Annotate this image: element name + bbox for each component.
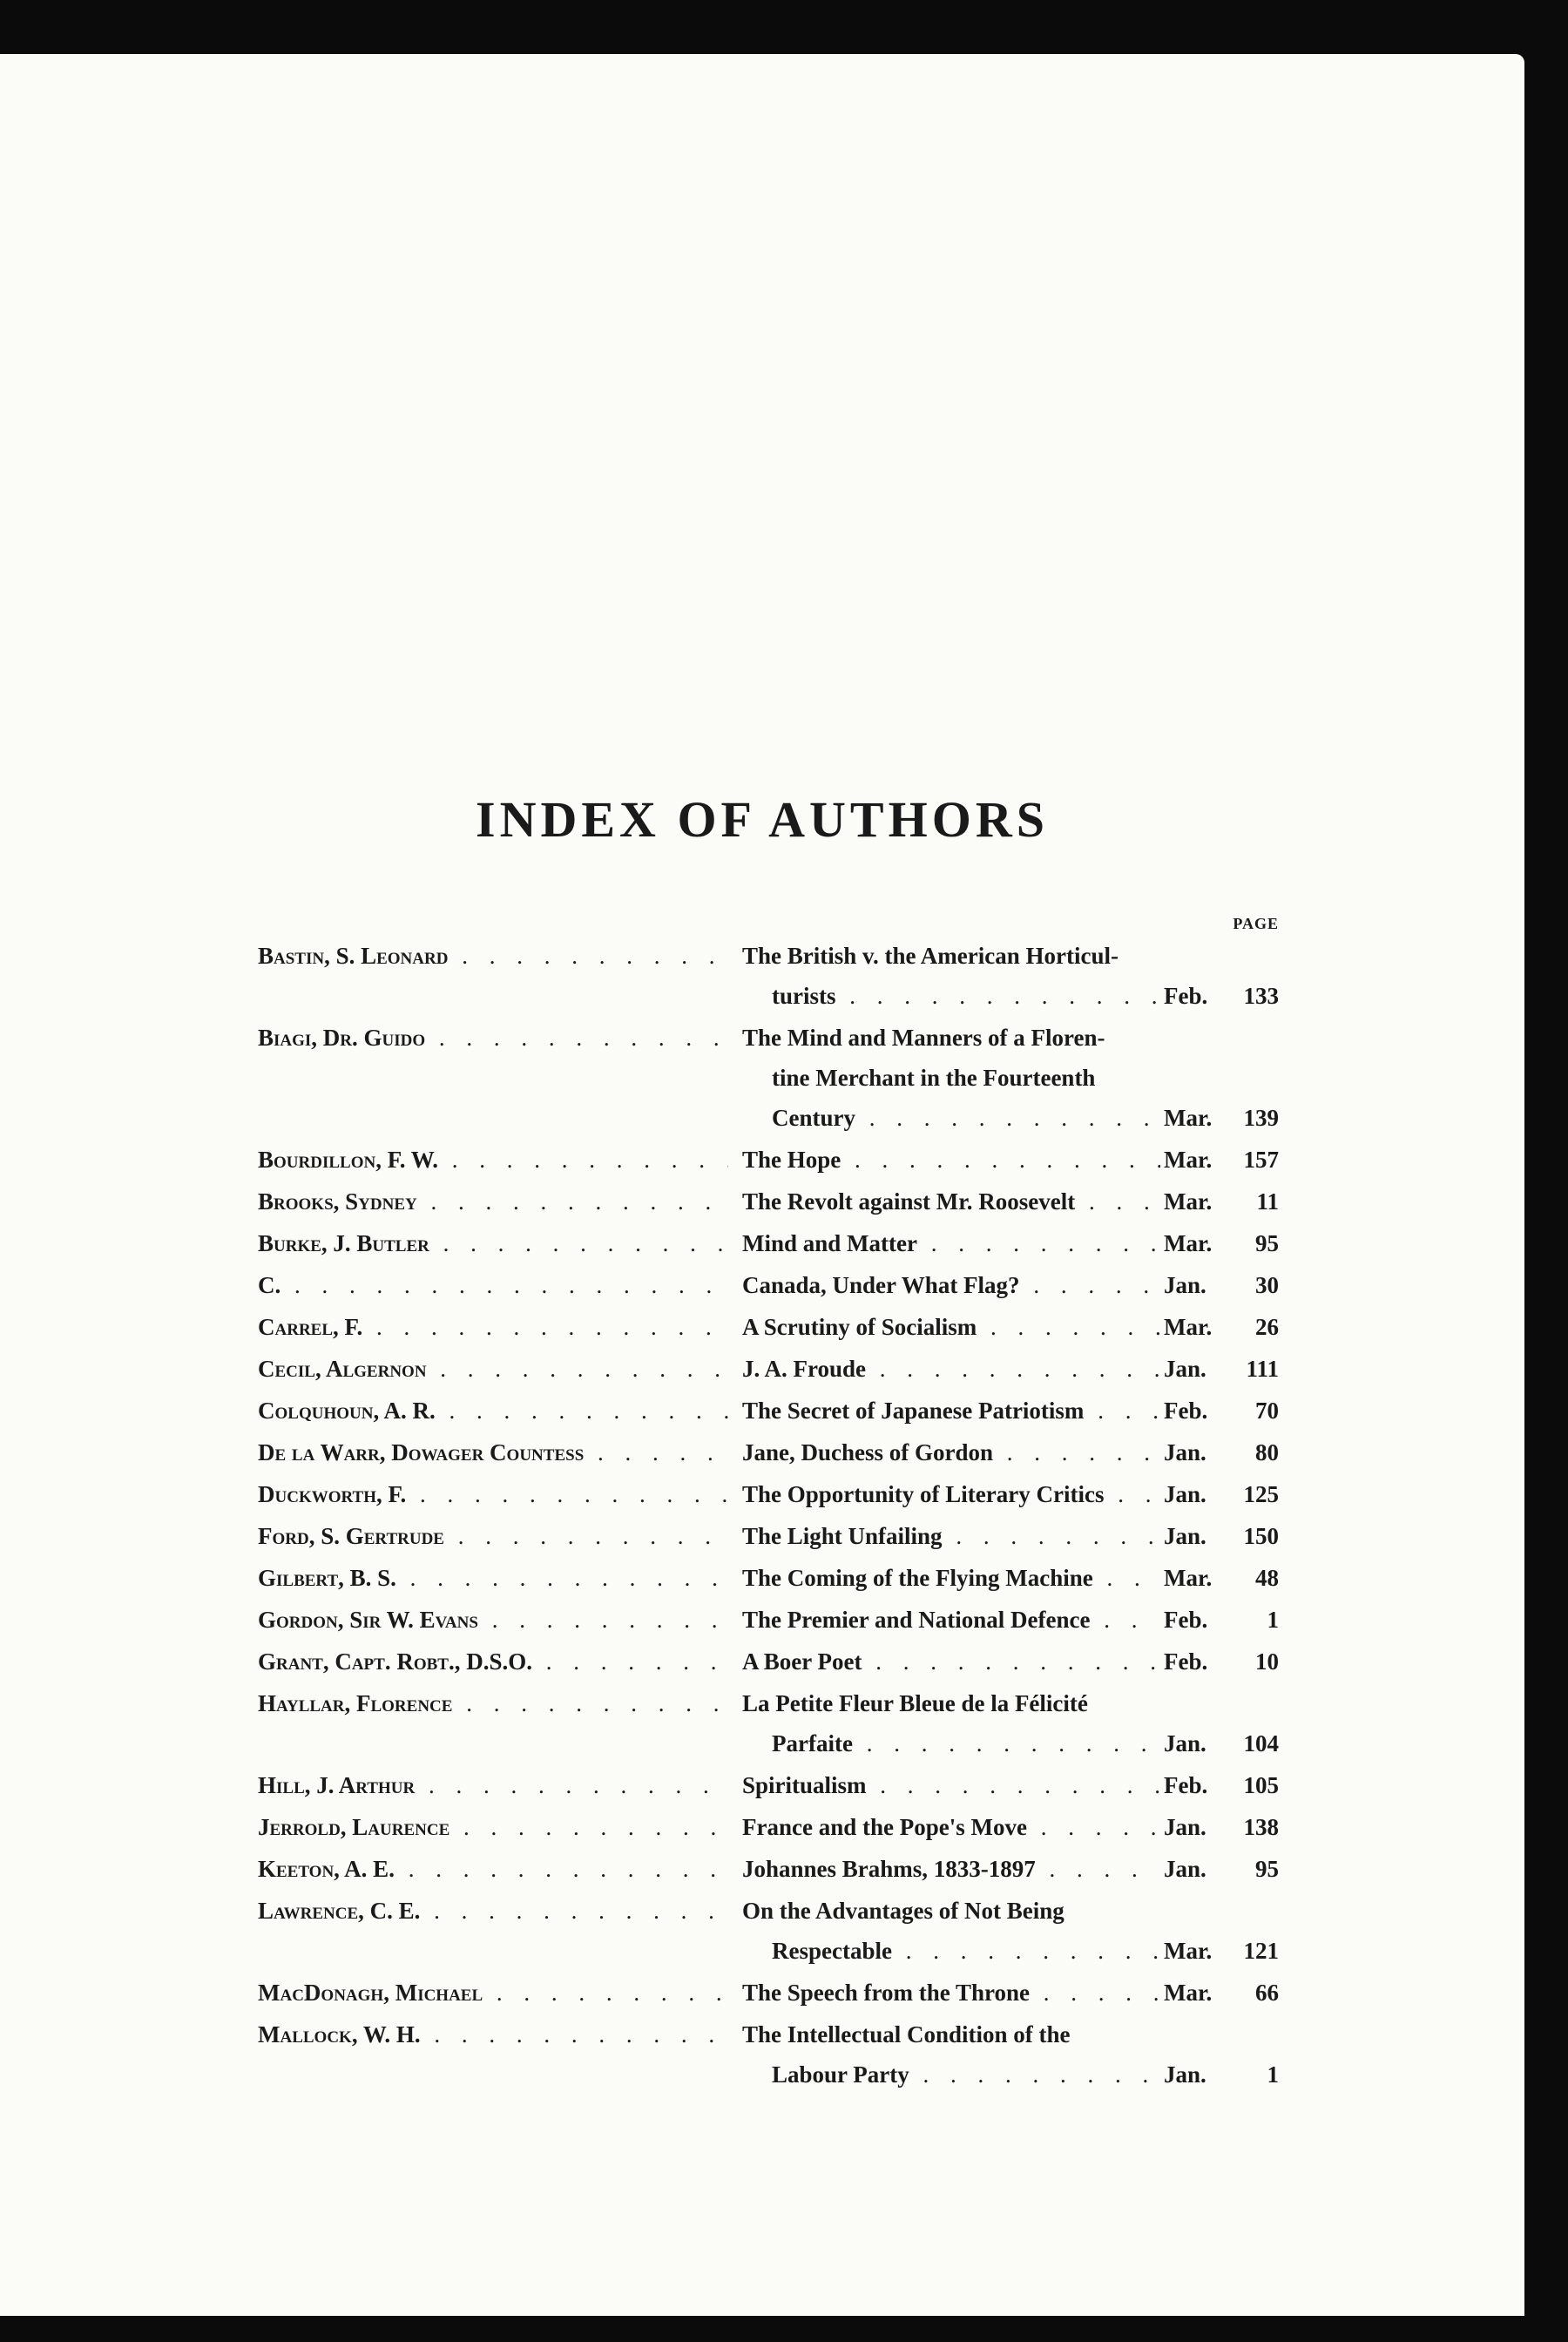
page-number: 1 bbox=[1267, 1607, 1279, 1633]
issue-month: Mar. bbox=[1164, 1147, 1213, 1173]
issue-month: Jan. bbox=[1164, 1272, 1206, 1298]
page-number: 104 bbox=[1243, 1730, 1279, 1756]
author-name: MacDonagh, Michael . . . bbox=[258, 1973, 728, 2013]
article-title-line: Spiritualism . . . bbox=[742, 1765, 1160, 1805]
article-title-line: The Mind and Manners of a Floren- bbox=[742, 1025, 1105, 1051]
page-number: 80 bbox=[1255, 1439, 1279, 1465]
article-title-line: La Petite Fleur Bleue de la Félicité bbox=[742, 1690, 1088, 1716]
article-title-line: The British v. the American Horticul- bbox=[742, 943, 1119, 969]
article-title bbox=[742, 936, 1160, 1016]
issue-month: Mar. bbox=[1164, 1565, 1213, 1591]
article-title-line: The Light Unfailing . . . bbox=[742, 1516, 1160, 1556]
index-entry bbox=[0, 1973, 1524, 2014]
index-page bbox=[0, 54, 1524, 2316]
article-title-line: The Coming of the Flying Machine . . . bbox=[742, 1558, 1160, 1598]
index-entry bbox=[0, 1432, 1524, 1474]
article-title-line: Century . . . bbox=[742, 1098, 1160, 1138]
article-title-line: Canada, Under What Flag? . . . bbox=[742, 1265, 1160, 1305]
page-number: 133 bbox=[1243, 983, 1279, 1009]
article-title-line: Labour Party . . . bbox=[742, 2054, 1160, 2095]
article-title bbox=[742, 1891, 1160, 1971]
issue-month: Mar. bbox=[1164, 1980, 1213, 2006]
article-title bbox=[742, 1391, 1160, 1431]
index-entry bbox=[0, 1891, 1524, 1973]
index-entry bbox=[0, 1516, 1524, 1558]
issue-month: Mar. bbox=[1164, 1230, 1213, 1256]
page-number: 111 bbox=[1246, 1356, 1279, 1382]
author-name: Grant, Capt. Robt., D.S.O. . . . bbox=[258, 1641, 728, 1682]
page-number: 139 bbox=[1243, 1105, 1279, 1131]
index-entry bbox=[0, 1140, 1524, 1181]
author-name: De la Warr, Dowager Countess . . . bbox=[258, 1432, 728, 1472]
article-title bbox=[742, 1432, 1160, 1472]
page-number: 30 bbox=[1255, 1272, 1279, 1298]
article-title bbox=[742, 1349, 1160, 1389]
issue-month: Mar. bbox=[1164, 1938, 1213, 1964]
article-title bbox=[742, 1223, 1160, 1263]
author-name: Burke, J. Butler . . . bbox=[258, 1223, 728, 1263]
author-name: Ford, S. Gertrude . . . bbox=[258, 1516, 728, 1556]
author-name: Keeton, A. E. . . . bbox=[258, 1849, 728, 1889]
article-title bbox=[742, 1181, 1160, 1222]
article-title bbox=[742, 1474, 1160, 1514]
index-entry bbox=[0, 1265, 1524, 1307]
issue-month: Feb. bbox=[1164, 1398, 1208, 1424]
page-number: 157 bbox=[1243, 1147, 1279, 1173]
issue-month: Feb. bbox=[1164, 1772, 1208, 1798]
article-title bbox=[742, 1765, 1160, 1805]
article-title-line: The Intellectual Condition of the bbox=[742, 2021, 1071, 2048]
issue-month: Jan. bbox=[1164, 2061, 1206, 2088]
article-title-line: The Opportunity of Literary Critics . . . bbox=[742, 1474, 1160, 1514]
index-entry bbox=[0, 1018, 1524, 1140]
author-name: Duckworth, F. . . . bbox=[258, 1474, 728, 1514]
page-number: 121 bbox=[1243, 1938, 1279, 1964]
index-entry bbox=[0, 1474, 1524, 1516]
page-number: 95 bbox=[1255, 1856, 1279, 1882]
issue-month: Mar. bbox=[1164, 1105, 1213, 1131]
index-entry bbox=[0, 1391, 1524, 1432]
index-entry bbox=[0, 1641, 1524, 1683]
article-title bbox=[742, 1807, 1160, 1847]
article-title bbox=[742, 1641, 1160, 1682]
index-entry bbox=[0, 1181, 1524, 1223]
article-title bbox=[742, 1683, 1160, 1763]
index-entry bbox=[0, 1849, 1524, 1891]
article-title-line: Parfaite . . . bbox=[742, 1723, 1160, 1763]
page-number: 150 bbox=[1243, 1523, 1279, 1549]
index-entry bbox=[0, 1349, 1524, 1391]
issue-month: Feb. bbox=[1164, 983, 1208, 1009]
author-name: Gordon, Sir W. Evans . . . bbox=[258, 1600, 728, 1640]
article-title-line: A Boer Poet . . . bbox=[742, 1641, 1160, 1682]
article-title bbox=[742, 1973, 1160, 2013]
article-title-line: Respectable . . . bbox=[742, 1931, 1160, 1971]
index-entry bbox=[0, 1600, 1524, 1641]
page-number: 48 bbox=[1255, 1565, 1279, 1591]
author-name: Brooks, Sydney . . . bbox=[258, 1181, 728, 1222]
article-title-line: On the Advantages of Not Being bbox=[742, 1898, 1064, 1924]
article-title-line: turists . . . bbox=[742, 976, 1160, 1016]
article-title bbox=[742, 1265, 1160, 1305]
issue-month: Jan. bbox=[1164, 1814, 1206, 1840]
author-name: Bastin, S. Leonard . . . bbox=[258, 936, 728, 976]
article-title bbox=[742, 1140, 1160, 1180]
page-title: INDEX OF AUTHORS bbox=[476, 791, 1049, 848]
issue-month: Jan. bbox=[1164, 1356, 1206, 1382]
author-name: Carrel, F. . . . bbox=[258, 1307, 728, 1347]
article-title-line: A Scrutiny of Socialism . . . bbox=[742, 1307, 1160, 1347]
article-title-line: Jane, Duchess of Gordon . . . bbox=[742, 1432, 1160, 1472]
page-number: 1 bbox=[1267, 2061, 1279, 2088]
author-name: Mallock, W. H. . . . bbox=[258, 2014, 728, 2054]
issue-month: Feb. bbox=[1164, 1648, 1208, 1675]
author-index-list bbox=[0, 936, 1524, 2096]
author-name: Lawrence, C. E. . . . bbox=[258, 1891, 728, 1931]
page-number: 138 bbox=[1243, 1814, 1279, 1840]
index-entry bbox=[0, 936, 1524, 1018]
index-entry bbox=[0, 1307, 1524, 1349]
author-name: Cecil, Algernon . . . bbox=[258, 1349, 728, 1389]
issue-month: Jan. bbox=[1164, 1856, 1206, 1882]
article-title-line: J. A. Froude . . . bbox=[742, 1349, 1160, 1389]
page-column-header: PAGE bbox=[1233, 915, 1279, 932]
page-number: 26 bbox=[1255, 1314, 1279, 1340]
issue-month: Mar. bbox=[1164, 1314, 1213, 1340]
article-title bbox=[742, 1600, 1160, 1640]
issue-month: Jan. bbox=[1164, 1523, 1206, 1549]
index-entry bbox=[0, 2014, 1524, 2096]
article-title bbox=[742, 1849, 1160, 1889]
article-title bbox=[742, 2014, 1160, 2095]
article-title bbox=[742, 1558, 1160, 1598]
issue-month: Jan. bbox=[1164, 1730, 1206, 1756]
author-name: Jerrold, Laurence . . . bbox=[258, 1807, 728, 1847]
article-title bbox=[742, 1307, 1160, 1347]
issue-month: Feb. bbox=[1164, 1607, 1208, 1633]
article-title bbox=[742, 1516, 1160, 1556]
article-title-line: France and the Pope's Move . . . bbox=[742, 1807, 1160, 1847]
author-name: Hayllar, Florence . . . bbox=[258, 1683, 728, 1723]
page-number: 95 bbox=[1255, 1230, 1279, 1256]
page-number: 70 bbox=[1255, 1398, 1279, 1424]
index-entry bbox=[0, 1223, 1524, 1265]
author-name: C. . . . bbox=[258, 1265, 728, 1305]
index-entry bbox=[0, 1765, 1524, 1807]
article-title-line: The Hope . . . bbox=[742, 1140, 1160, 1180]
article-title-line: The Speech from the Throne . . . bbox=[742, 1973, 1160, 2013]
page-number: 105 bbox=[1243, 1772, 1279, 1798]
article-title-line: The Premier and National Defence . . . bbox=[742, 1600, 1160, 1640]
issue-month: Jan. bbox=[1164, 1439, 1206, 1465]
article-title-line: The Secret of Japanese Patriotism . . . bbox=[742, 1391, 1160, 1431]
author-name: Hill, J. Arthur . . . bbox=[258, 1765, 728, 1805]
author-name: Biagi, Dr. Guido . . . bbox=[258, 1018, 728, 1058]
article-title-line: The Revolt against Mr. Roosevelt . . . bbox=[742, 1181, 1160, 1222]
article-title-line: Mind and Matter . . . bbox=[742, 1223, 1160, 1263]
issue-month: Mar. bbox=[1164, 1188, 1213, 1215]
author-name: Colquhoun, A. R. . . . bbox=[258, 1391, 728, 1431]
index-entry bbox=[0, 1807, 1524, 1849]
page-number: 10 bbox=[1255, 1648, 1279, 1675]
article-title-line: tine Merchant in the Fourteenth bbox=[772, 1065, 1096, 1091]
index-entry bbox=[0, 1558, 1524, 1600]
article-title-line: Johannes Brahms, 1833-1897 . . . bbox=[742, 1849, 1160, 1889]
index-entry bbox=[0, 1683, 1524, 1765]
author-name: Gilbert, B. S. . . . bbox=[258, 1558, 728, 1598]
page-number: 66 bbox=[1255, 1980, 1279, 2006]
page-number: 11 bbox=[1256, 1188, 1279, 1215]
issue-month: Jan. bbox=[1164, 1481, 1206, 1507]
author-name: Bourdillon, F. W. . . . bbox=[258, 1140, 728, 1180]
page-number: 125 bbox=[1243, 1481, 1279, 1507]
article-title bbox=[742, 1018, 1160, 1138]
